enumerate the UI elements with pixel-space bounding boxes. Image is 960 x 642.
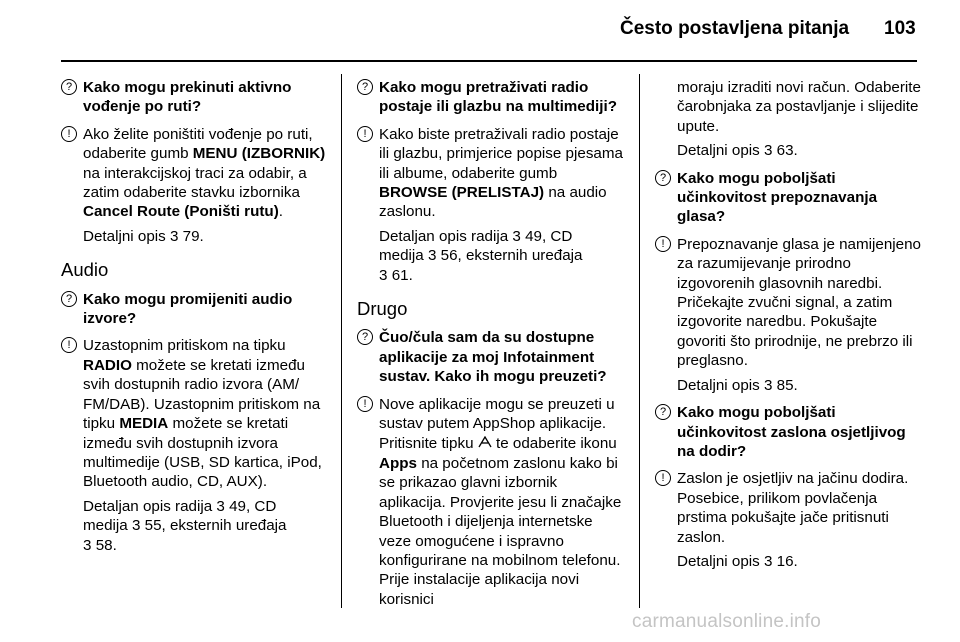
answer-text: Uzastopnim pritiskom na tipku RADIO možete se kretati između svih dostupnih radio izvora (AM/ FM/DAB). Uzastopnim pritiskom na tipku MEDIA možete se kretati između svih dostupnih izvora multimedije (USB, SD kartica, iPod, Bluetooth audio, CD, AUX). [83,337,322,491]
column-1 [61,78,329,555]
answer-text: Kako biste pretraživali radio postaje ili glazbu, primjerice popise pjesama ili albume, odaberite gumb BROWSE (PRELISTAJ) na audio zaslonu. [379,125,623,221]
ref-arrow-icon: 3 [379,266,388,284]
reference: Detaljan opis radija 3 49, CD medija 3 56, eksternih uređaja 3 61. [379,227,583,284]
apps-icon [478,435,492,454]
question-text: Kako mogu pretraživati radio postaje ili glazbu na multimediji? [379,79,617,116]
exclamation-icon: ! [655,236,671,252]
reference: Detaljan opis radija 3 49, CD medija 3 55, eksternih uređaja 3 58. [83,497,287,554]
faq-answer [61,336,329,491]
faq-question [61,290,329,329]
page-number: 103 [884,18,916,39]
column-2 [357,78,625,609]
section-heading-audio: Audio [61,259,109,281]
column-divider-1 [341,74,342,608]
ref-arrow-icon: 3 [763,376,773,394]
question-icon: ? [61,291,77,307]
column-divider-2 [639,74,640,608]
answer-text: Prepoznavanje glasa je namijenjeno za razumijevanje prirodno izgovorenih glasovnih naredbi. Pričekajte zvučni signal, a zatim izgovorite naredbu. Pokušajte govoriti što prirodnije, ne prebrzo ili preglasno. [677,235,922,370]
faq-answer [61,125,329,222]
faq-question [655,169,923,227]
question-icon: ? [655,170,671,186]
question-text: Kako mogu prekinuti aktivno vođenje po ruti? [83,79,292,116]
ref-arrow-icon: 3 [427,247,437,265]
faq-question [357,78,625,117]
question-text: Čuo/čula sam da su dostupne aplikacije za moj Infotainment sustav. Kako ih mogu preuzeti? [379,329,607,386]
ref-arrow-icon: 3 [763,552,773,570]
exclamation-icon: ! [655,470,671,486]
ref-arrow-icon: 3 [763,142,773,160]
answer-text: Zaslon je osjetljiv na jačinu dodira. Posebice, prilikom povlačenja prstima pokušajte jače pritisnuti zaslon. [677,470,909,546]
section-heading-drugo: Drugo [357,298,408,320]
answer-text: Nove aplikacije mogu se preuzeti u sustav putem AppShop aplikacije. Pritisnite tipku te odaberite ikonu Apps na početnom zaslonu kako bi se prikazao glavni izbornik aplikacija. Provjerite jesu li značajke Bluetooth i dijeljenja internetske veze omogućene i ispravno konfigurirane na mobilnom telefonu. Prije instalacije aplikacija novi korisnici [379,395,622,608]
question-icon: ? [61,79,77,95]
reference: Detaljni opis 3 63. [677,142,798,160]
faq-answer [655,235,923,371]
ref-arrow-icon: 3 [216,497,225,515]
question-icon: ? [357,79,373,95]
question-icon: ? [357,329,373,345]
answer-text: Ako želite poništiti vođenje po ruti, odaberite gumb MENU (IZBORNIK) na interakcijskoj traci za odabir, a zatim odaberite stavku izbornika Cancel Route (Poništi rutu). [83,125,326,221]
ref-arrow-icon: 3 [131,517,141,535]
question-icon: ? [655,404,671,420]
question-text: Kako mogu poboljšati učinkovitost zaslona osjetljivog na dodir? [677,404,906,460]
reference: Detaljni opis 3 85. [677,376,798,394]
answer-continuation: moraju izraditi novi račun. Odaberite čarobnjaka za postavljanje i slijedite upute. [677,79,921,135]
ref-arrow-icon: 3 [169,227,179,245]
faq-question [655,403,923,461]
faq-answer [655,469,923,547]
question-text: Kako mogu promijeniti audio izvore? [83,290,293,328]
question-text: Kako mogu poboljšati učinkovitost prepoznavanja glasa? [677,169,878,226]
reference: Detaljni opis 3 79. [83,227,204,245]
reference: Detaljni opis 3 16. [677,552,798,570]
watermark-text: carmanualsonline.info [632,611,822,632]
exclamation-icon: ! [357,396,373,412]
header-rule [61,60,917,62]
ref-arrow-icon: 3 [512,227,521,245]
exclamation-icon: ! [357,126,373,142]
faq-question [61,78,329,117]
page-header [0,0,960,62]
faq-answer [357,395,625,609]
ref-arrow-icon: 3 [83,536,92,554]
faq-answer [357,125,625,222]
exclamation-icon: ! [61,337,77,353]
exclamation-icon: ! [61,126,77,142]
column-3 [655,78,923,571]
faq-question [357,328,625,386]
page-title: Često postavljena pitanja [620,18,850,39]
